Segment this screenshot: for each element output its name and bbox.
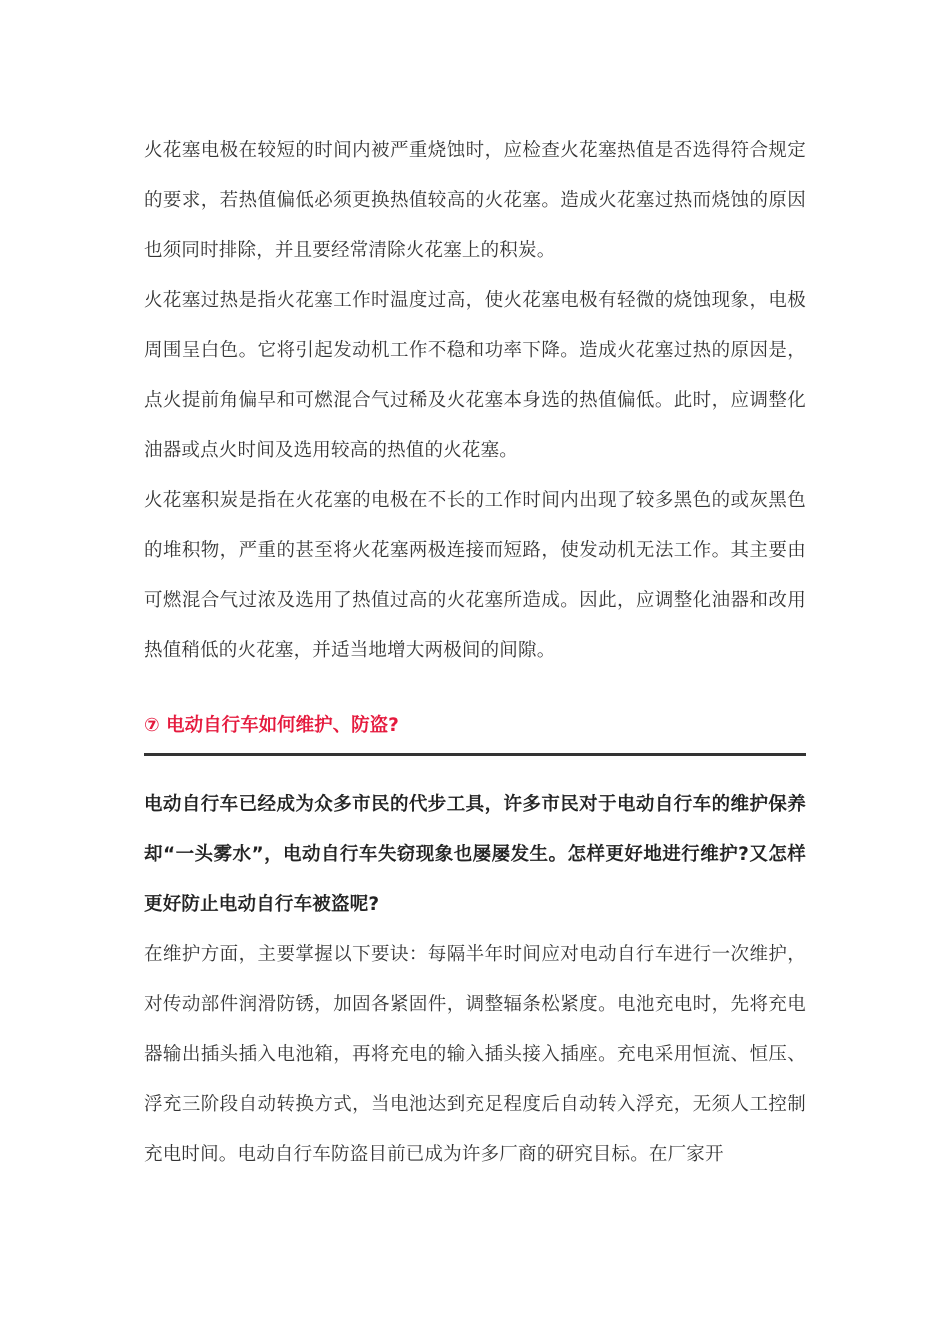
paragraph-spark-plug-overheat: 火花塞过热是指火花塞工作时温度过高，使火花塞电极有轻微的烧蚀现象，电极周围呈白色。它将引起发动机工作不稳和功率下降。造成火花塞过热的原因是，点火提前角偏早和可燃混合气过稀及火花塞本身选的热值偏低。此时，应调整化油器或点火时间及选用较高的热值的火花塞。 bbox=[144, 290, 806, 461]
section-heading: ⑦ 电动自行车如何维护、防盗? bbox=[144, 713, 806, 756]
paragraph-spark-plug-carbon: 火花塞积炭是指在火花塞的电极在不长的工作时间内出现了较多黑色的或灰黑色的堆积物，严重的甚至将火花塞两极连接而短路，使发动机无法工作。其主要由可燃混合气过浓及选用了热值过高的火花塞所造成。因此，应调整化油器和改用热值稍低的火花塞，并适当地增大两极间的间隙。 bbox=[144, 490, 806, 661]
paragraph-spark-plug-erosion: 火花塞电极在较短的时间内被严重烧蚀时，应检查火花塞热值是否选得符合规定的要求，若热值偏低必须更换热值较高的火花塞。造成火花塞过热而烧蚀的原因也须同时排除，并且要经常清除火花塞上的积炭。 bbox=[144, 140, 806, 261]
section-body: 在维护方面，主要掌握以下要诀：每隔半年时间应对电动自行车进行一次维护，对传动部件润滑防锈，加固各紧固件，调整辐条松紧度。电池充电时，先将充电器输出插头插入电池箱，再将充电的输入插头接入插座。充电采用恒流、恒压、浮充三阶段自动转换方式，当电池达到充足程度后自动转入浮充，无须人工控制充电时间。电动自行车防盗目前已成为许多厂商的研究目标。在厂家开 bbox=[144, 944, 806, 1165]
section-intro: 电动自行车已经成为众多市民的代步工具，许多市民对于电动自行车的维护保养却“一头雾水”，电动自行车失窃现象也屡屡发生。怎样更好地进行维护?又怎样更好防止电动自行车被盗呢? bbox=[144, 794, 806, 915]
document-page bbox=[144, 126, 806, 1180]
